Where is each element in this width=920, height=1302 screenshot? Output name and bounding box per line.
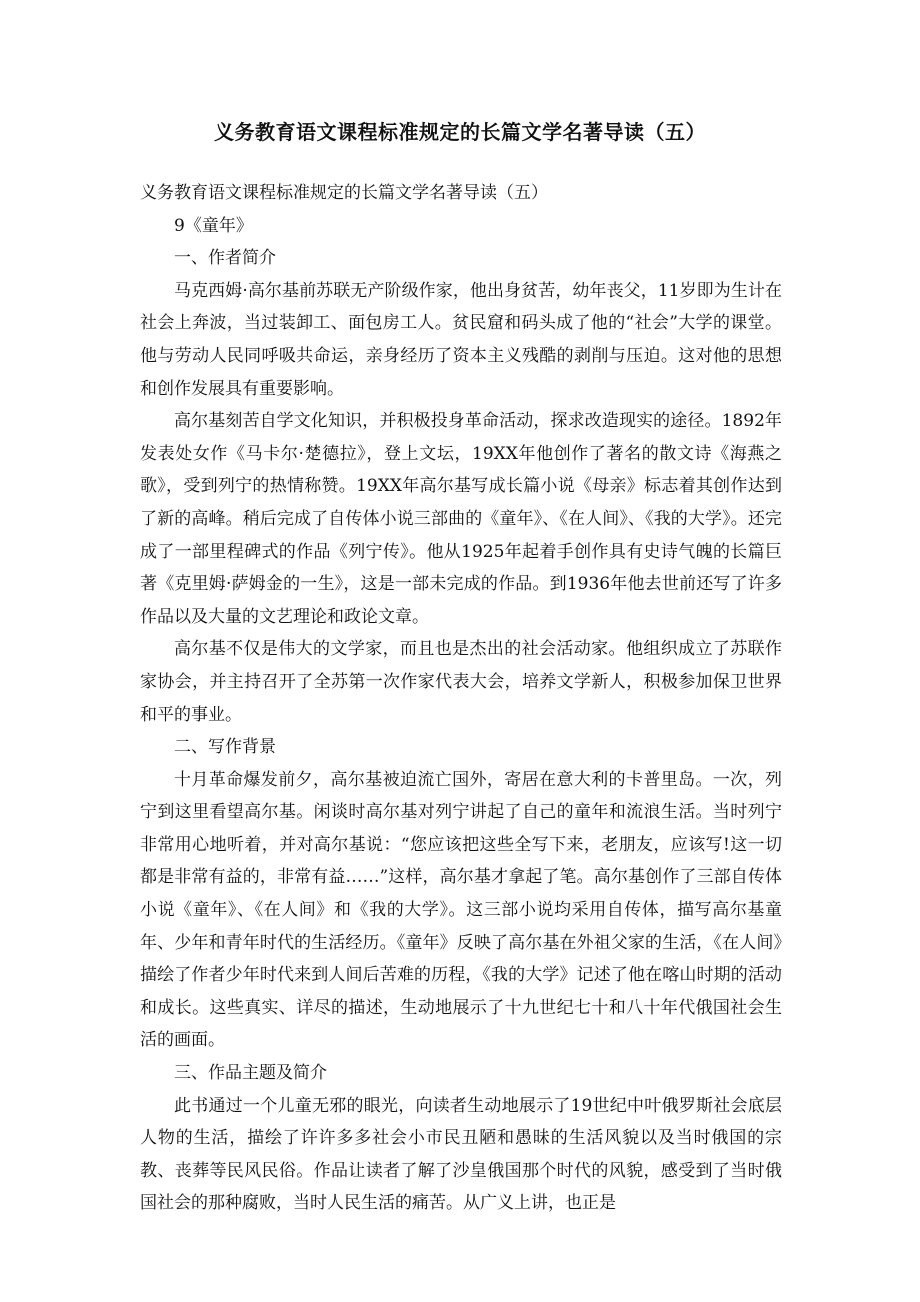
section-heading-theme: 三、作品主题及简介 [174,1063,327,1084]
paragraph-theme-1: 此书通过一个儿童无邪的眼光，向读者生动地展示了19世纪中叶俄罗斯社会底层人物的生活，描绘了许许多多社会小市民丑陋和愚昧的生活风貌以及当时俄国的宗教、丧葬等民风民俗。作品让读者了解了沙皇俄国那个时代的风貌，感受到了当时俄国社会的那种腐败，当时人民生活的痛苦。从广义上讲，也正是 [140,1095,782,1214]
section-heading-background: 二、写作背景 [174,737,276,758]
book-heading: 9《童年》 [174,215,253,236]
document-body [140,177,782,1220]
paragraph-background-1: 十月革命爆发前夕，高尔基被迫流亡国外，寄居在意大利的卡普里岛。一次，列宁到这里看望高尔基。闲谈时高尔基对列宁讲起了自己的童年和流浪生活。当时列宁非常用心地听着，并对高尔基说：“您应该把这些全写下来，老朋友，应该写!这一切都是非常有益的，非常有益……”这样，高尔基才拿起了笔。高尔基创作了三部自传体小说《童年》、《在人间》和《我的大学》。这三部小说均采用自传体，描写高尔基童年、少年和青年时代的生活经历。《童年》反映了高尔基在外祖父家的生活，《在人间》描绘了作者少年时代来到人间后苦难的历程，《我的大学》记述了他在喀山时期的活动和成长。这些真实、详尽的描述，生动地展示了十九世纪七十和八十年代俄国社会生活的画面。 [140,769,782,1051]
paragraph-author-2: 高尔基刻苦自学文化知识，并积极投身革命活动，探求改造现实的途径。1892年发表处女作《马卡尔·楚德拉》，登上文坛，19XX年他创作了著名的散文诗《海燕之歌》，受到列宁的热情称赞。19XX年高尔基写成长篇小说《母亲》标志着其创作达到了新的高峰。稍后完成了自传体小说三部曲的《童年》、《在人间》、《我的大学》。还完成了一部里程碑式的作品《列宁传》。他从1925年起着手创作具有史诗气魄的长篇巨著《克里姆·萨姆金的一生》，这是一部未完成的作品。到1936年他去世前还写了许多作品以及大量的文艺理论和政论文章。 [140,411,782,627]
document-title: 义务教育语文课程标准规定的长篇文学名著导读（五） [214,120,706,144]
paragraph-author-3: 高尔基不仅是伟大的文学家，而且也是杰出的社会活动家。他组织成立了苏联作家协会，并主持召开了全苏第一次作家代表大会，培养文学新人，积极参加保卫世界和平的事业。 [140,639,782,725]
paragraph-author-1: 马克西姆·高尔基前苏联无产阶级作家，他出身贫苦，幼年丧父，11岁即为生计在社会上奔波，当过装卸工、面包房工人。贫民窟和码头成了他的“社会”大学的课堂。他与劳动人民同呼吸共命运，亲身经历了资本主义残酷的剥削与压迫。这对他的思想和创作发展具有重要影响。 [140,280,782,399]
document-subtitle: 义务教育语文课程标准规定的长篇文学名著导读（五） [140,183,548,203]
section-heading-author: 一、作者简介 [174,248,276,269]
